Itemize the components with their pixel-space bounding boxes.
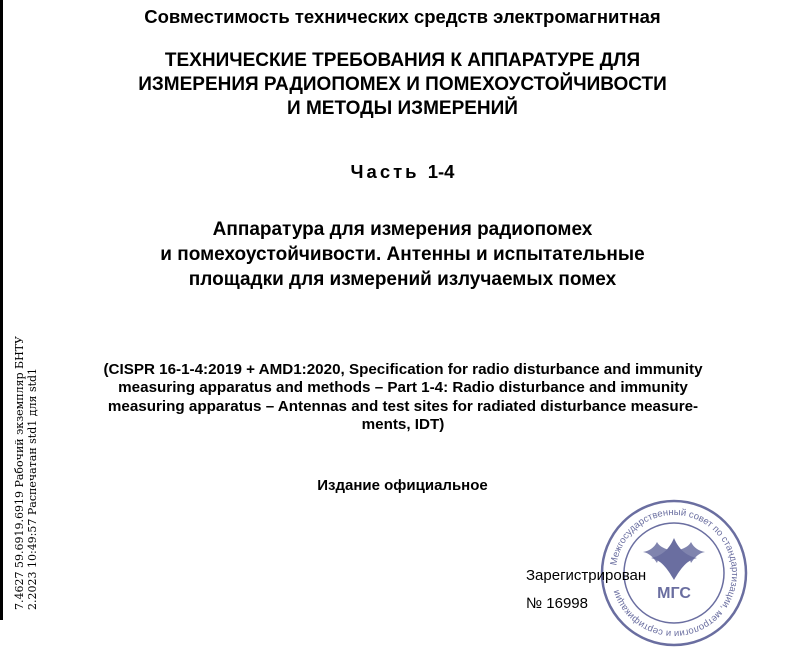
title-line: И МЕТОДЫ ИЗМЕРЕНИЙ xyxy=(287,98,518,119)
heading-line: и помехоустойчивости. Антенны и испытательные xyxy=(160,244,645,265)
heading-line: Аппаратура для измерения радиопомех xyxy=(212,219,593,240)
edition-label: Издание официальное xyxy=(317,477,488,494)
cispr-reference-line: (CISPR 16-1-4:2019 + AMD1:2020, Specification for radio disturbance and immunity xyxy=(103,361,703,378)
part-word: Часть xyxy=(350,161,420,182)
cispr-reference-line: measuring apparatus – Antennas and test sites for radiated disturbance measure- xyxy=(107,398,699,415)
registration-label: Зарегистрирован xyxy=(526,567,647,584)
seal-abbr: МГС xyxy=(657,585,691,602)
seal-ring-text: Межгосударственный совет по стандартизации, метрологии и сертификации xyxy=(608,506,741,640)
registration-number: № 16998 xyxy=(526,595,588,612)
title-line: ТЕХНИЧЕСКИЕ ТРЕБОВАНИЯ К АППАРАТУРЕ ДЛЯ xyxy=(164,50,641,71)
cispr-reference-line: measuring apparatus and methods – Part 1-4: Radio disturbance and immunity xyxy=(118,379,688,396)
document-subtitle: Совместимость технических средств электромагнитная xyxy=(144,6,661,27)
part-number: 1-4 xyxy=(427,161,455,182)
margin-stamp-line: 7.4627 59.6919.6919 Рабочий экземпляр БНТУ xyxy=(13,336,26,610)
title-line: ИЗМЕРЕНИЯ РАДИОПОМЕХ И ПОМЕХОУСТОЙЧИВОСТИ xyxy=(138,74,667,95)
margin-stamp-line: 2.2023 10:49:57 Распечатан std1 для std1 xyxy=(26,367,39,610)
heading-line: площадки для измерений излучаемых помех xyxy=(188,269,617,290)
part-label xyxy=(3,161,799,183)
cispr-reference-line: ments, IDT) xyxy=(361,416,445,433)
margin-print-stamp xyxy=(13,336,39,610)
